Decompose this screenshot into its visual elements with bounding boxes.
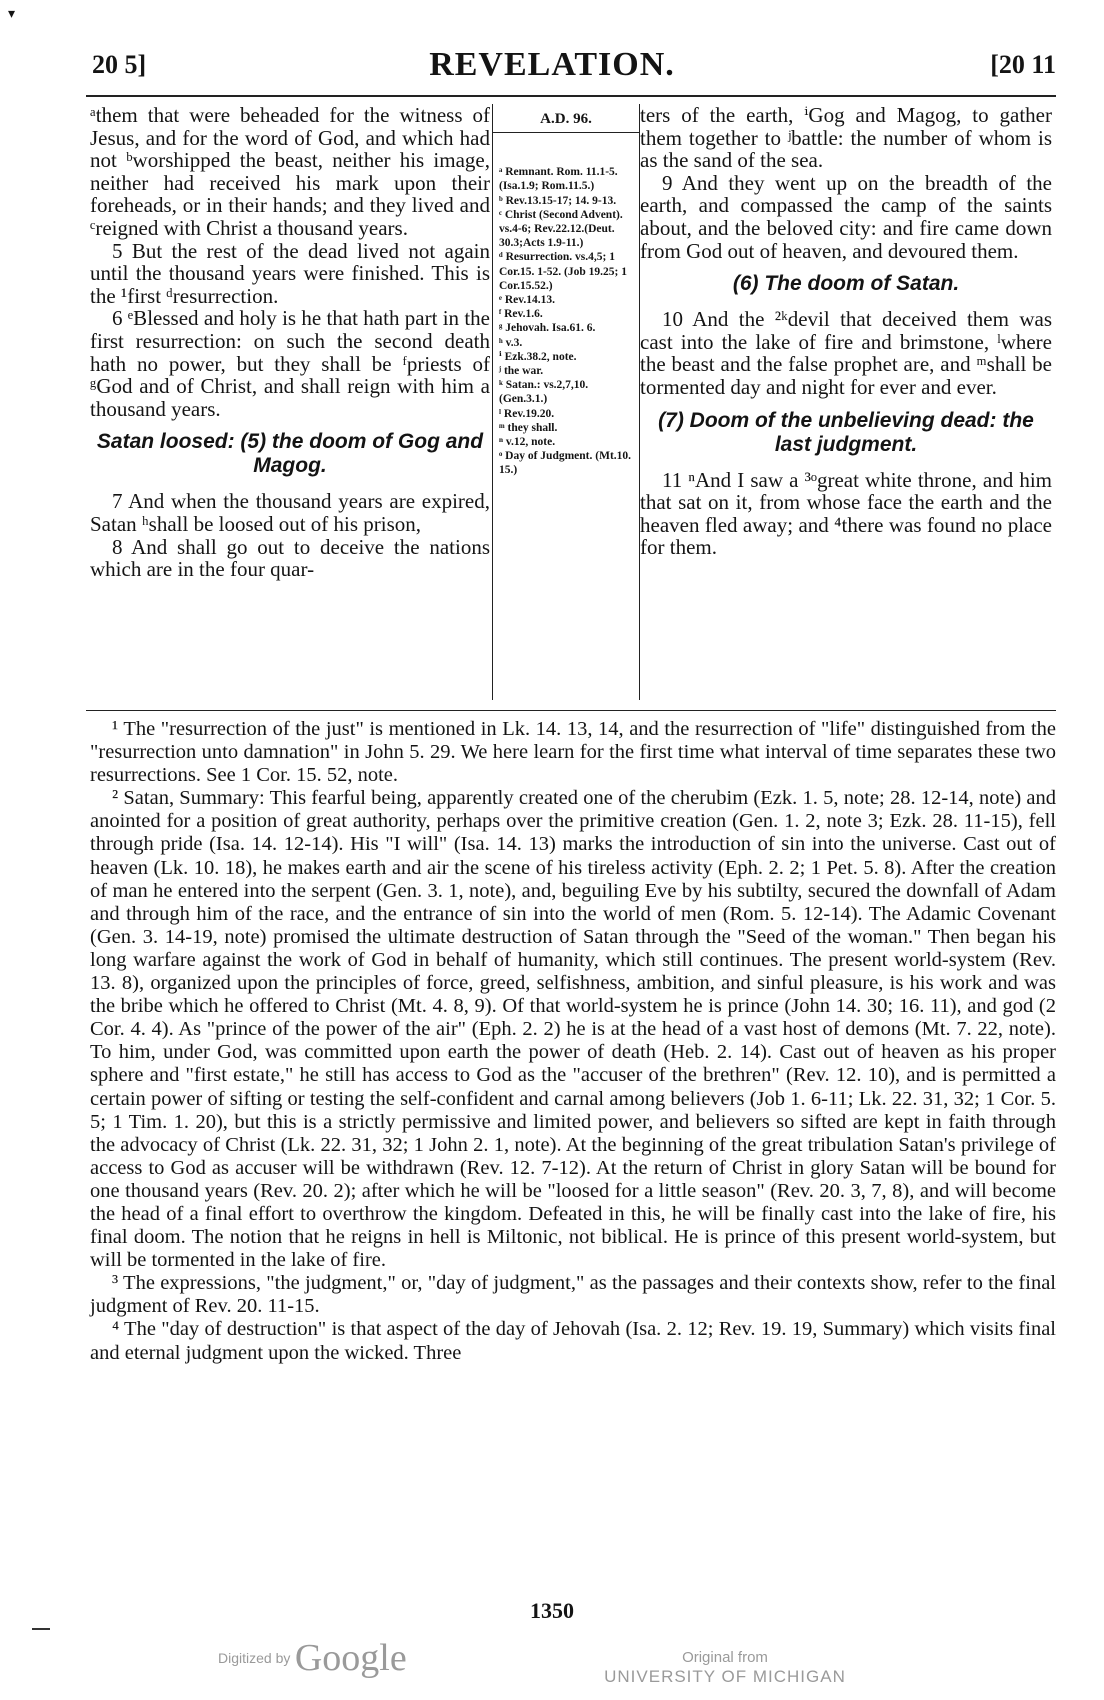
marginal-reference: ᶜ Christ (Second Advent). vs.4-6; Rev.22.12.(Deut. 30.3;Acts 1.9-11.) — [499, 208, 623, 250]
running-header-right: [20 11 — [990, 50, 1056, 79]
left-column-verse: 6 ᵉBlessed and holy is he that hath part in the first resurrection: on such the second death hath no power, but they shall be ᶠpriests of ᵍGod and of Christ, and shall reign with him a thousand years. — [90, 306, 490, 421]
left-column-verse: 5 But the rest of the dead lived not again until the thousand years were finished. This is the ¹first ᵈresurrection. — [90, 238, 490, 308]
marginal-reference: ᵃ Remnant. Rom. 11.1-5. (Isa.1.9; Rom.11.5.) — [499, 166, 618, 193]
marginal-reference: ᵐ they shall. — [499, 421, 558, 434]
footnote: ³ The expressions, "the judgment," or, "day of judgment," as the passages and their contexts show, refer to the final judgment of Rev. 20. 11-15. — [90, 1272, 1056, 1318]
margin-dash — [32, 1628, 50, 1630]
marginal-reference: ᵏ Satan.: vs.2,7,10. (Gen.3.1.) — [499, 379, 589, 406]
running-header-title: REVELATION. — [429, 46, 675, 83]
right-column-section-heading: (7) Doom of the unbelieving dead: the last judgment. — [658, 408, 1034, 456]
footnote: ¹ The "resurrection of the just" is mentioned in Lk. 14. 13, 14, and the resurrection of "life" distinguished from the "resurrection unto damnation" in John 5. 29. We here learn for the first time what interval of time separates these two resurrections. See 1 Cor. 15. 52, note. — [90, 718, 1056, 787]
google-logo: Google — [294, 1637, 407, 1679]
reference-list — [493, 165, 639, 477]
marginal-reference: ⁿ v.12, note. — [499, 436, 556, 449]
marginal-reference: ᵈ Resurrection. vs.4,5; 1 Cor.15. 1-52. (Job 19.25; 1 Cor.15.52.) — [499, 251, 627, 292]
left-text-column — [90, 104, 490, 581]
right-column-verse: 11 ⁿAnd I saw a ³ᵒgreat white throne, and him that sat on it, from whose face the earth and the heaven fled away; and ⁴there was found no place for them. — [640, 467, 1052, 560]
right-column-verse: 10 And the ²ᵏdevil that deceived them was cast into the lake of fire and brimstone, ˡwhere the beast and the false prophet are, and ᵐshall be tormented day and night for ever and ever. — [640, 307, 1052, 399]
right-column-verse: 9 And they went up on the breadth of the earth, and compassed the camp of the saints about, and the beloved city: and fire came down from God out of heaven, and devoured them. — [640, 170, 1052, 263]
running-header-left: 20 5] — [92, 50, 147, 79]
marginal-reference: ᵍ Jehovah. Isa.61. 6. — [499, 322, 596, 335]
left-column-verse: 8 And shall go out to deceive the nations which are in the four quar- — [90, 534, 490, 582]
corner-mark: ▾ — [8, 7, 16, 22]
right-column-section-heading: (6) The doom of Satan. — [732, 272, 960, 296]
marginal-reference: ˡ Rev.19.20. — [499, 407, 555, 420]
marginal-references-column — [492, 104, 640, 700]
footnotes — [90, 718, 1056, 1365]
marginal-reference: ᵒ Day of Judgment. (Mt.10. 15.) — [499, 450, 632, 477]
original-from-watermark — [600, 1648, 850, 1686]
right-column-verse: ters of the earth, ⁱGog and Magog, to gather them together to ʲbattle: the number of whom is as the sand of the sea. — [640, 103, 1052, 173]
marginal-reference: ʰ v.3. — [499, 336, 523, 349]
footnote-rule — [86, 710, 1056, 711]
digitized-by-text: Digitized by — [218, 1650, 291, 1666]
page-number: 1350 — [530, 1598, 574, 1623]
marginal-reference: ʲ the war. — [499, 365, 544, 378]
university-text: UNIVERSITY OF MICHIGAN — [604, 1667, 846, 1686]
marginal-reference: ᵇ Rev.13.15-17; 14. 9-13. — [499, 194, 617, 207]
footnote: ² Satan, Summary: This fearful being, apparently created one of the cherubim (Ezk. 1. 5, note; 28. 12-14, note) and anointed for a position of great authority, perhaps over the primitive creation (Gen. 1. 2, note 3; Ezk. 28. 11-15), fell through pride (Isa. 14. 12-14). His "I will" (Isa. 14. 13) marks the introduction of sin into the universe. Cast out of heaven (Lk. 10. 18), he makes earth and air the scene of his tireless activity (Eph. 2. 2; 1 Pet. 5. 8). After the creation of man he entered into the serpent (Gen. 3. 1, note), and, beguiling Eve by his subtilty, secured the downfall of Adam and through him of the race, and the entrance of sin into the world of men (Rom. 5. 12-14). The Adamic Covenant (Gen. 3. 14-19, note) promised the ultimate destruction of Satan through the "Seed of the woman." Then began his long warfare against the work of God in behalf of humanity, which still continues. The present world-system (Rev. 13. 8), organized upon the principles of force, greed, selfishness, ambition, and sinful pleasure, is his work and was the bribe which he offered to Christ (Mt. 4. 8, 9). Of that world-system he is prince (John 14. 30; 16. 11), and god (2 Cor. 4. 4). As "prince of the power of the air" (Eph. 2. 2) he is at the head of a vast host of demons (Mt. 7. 22, note). To him, under God, was committed upon earth the power of death (Heb. 2. 14). Cast out of heaven as his proper sphere and "first estate," he still has access to God as the "accuser of the brethren" (Rev. 12. 10), and is permitted a certain power of sifting or testing the self-confident and carnal among believers (Job 1. 6-11; Lk. 22. 31, 32; 1 Cor. 5. 5; 1 Tim. 1. 20), but this is a strictly permissive and limited power, and believers so sifted are kept in faith through the advocacy of Christ (Lk. 22. 31, 32; 1 John 2. 1, note). At the beginning of the great tribulation Satan's privilege of access to God as accuser will be withdrawn (Rev. 12. 7-12). At the return of Christ in glory Satan will be bound for one thousand years (Rev. 20. 2); after which he will be "loosed for a little season" (Rev. 20. 3, 7, 8), and will become the head of a final effort to overthrow the kingdom. Defeated in this, he will be finally cast into the lake of fire, his final doom. The notion that he reigns in hell is Miltonic, not biblical. He is prince of this present world-system, but will be tormented in the lake of fire. — [90, 787, 1056, 1272]
left-column-verse: 7 And when the thousand years are expired, Satan ʰshall be loosed out of his prison, — [90, 489, 490, 536]
header-rule — [86, 95, 1056, 97]
marginal-reference: ᶠ Rev.1.6. — [499, 308, 543, 321]
left-column-section-heading: Satan loosed: (5) the doom of Gog and Magog. — [96, 430, 484, 478]
footnote: ⁴ The "day of destruction" is that aspect of the day of Jehovah (Isa. 2. 12; Rev. 19. 19, Summary) which visits final and eternal judgment upon the wicked. Three — [90, 1318, 1056, 1364]
left-column-verse: ᵃthem that were beheaded for the witness of Jesus, and for the word of God, and which had not ᵇworshipped the beast, neither his image, neither had received his mark upon their foreheads, or in their hands; and they lived and ᶜreigned with Christ a thousand years. — [90, 103, 490, 240]
marginal-reference: ᵉ Rev.14.13. — [499, 294, 556, 307]
date-label: A.D. 96. — [493, 104, 639, 133]
marginal-reference: ⁱ Ezk.38.2, note. — [499, 350, 577, 363]
original-from-text: Original from — [682, 1649, 768, 1666]
right-text-column — [640, 104, 1052, 559]
digitized-by-watermark — [218, 1636, 407, 1680]
